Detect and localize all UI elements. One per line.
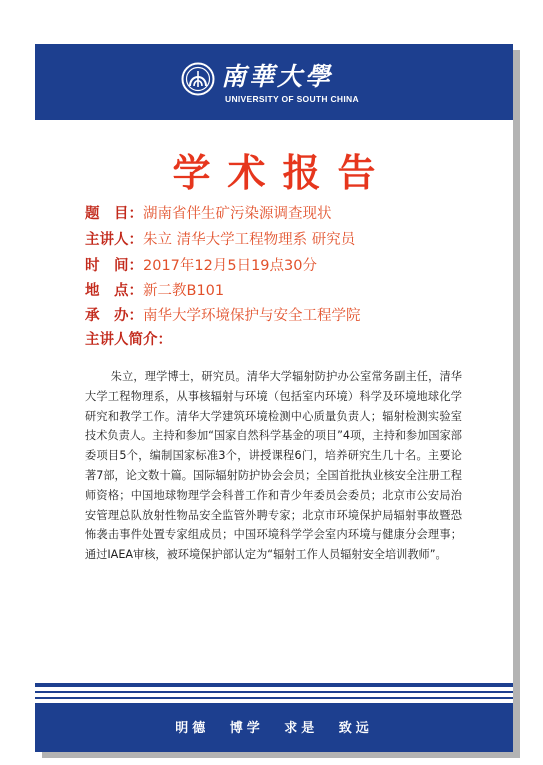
location-value: 新二教B101 (143, 283, 225, 299)
speaker-intro-heading: 主讲人简介： (85, 332, 172, 348)
university-name-chinese: 南華大學 (221, 62, 334, 91)
time-value: 2017年12月5日19点30分 (143, 258, 317, 274)
header-banner (35, 44, 513, 120)
speaker-row (85, 230, 355, 250)
footer-stripe (35, 683, 513, 687)
footer-stripe (35, 691, 513, 693)
time-row (85, 256, 317, 276)
footer-banner (35, 703, 513, 752)
topic-row (85, 204, 332, 224)
location-row (85, 281, 224, 301)
time-label: 时 间： (85, 258, 143, 274)
university-emblem-icon (181, 62, 215, 96)
organizer-value: 南华大学环境保护与安全工程学院 (143, 308, 361, 324)
university-name-english: UNIVERSITY OF SOUTH CHINA (225, 94, 359, 104)
organizer-label: 承 办： (85, 308, 143, 324)
speaker-value: 朱立 清华大学工程物理系 研究员 (143, 232, 356, 248)
university-motto: 明德 博学 求是 致远 (175, 721, 373, 736)
lecture-poster (35, 44, 513, 752)
poster-title: 学术报告 (172, 151, 393, 195)
footer-stripes (35, 683, 513, 703)
topic-label: 题 目： (85, 206, 143, 222)
speaker-label: 主讲人： (85, 232, 143, 248)
location-label: 地 点： (85, 283, 143, 299)
footer-stripe (35, 697, 513, 699)
organizer-row (85, 306, 361, 326)
speaker-biography: 朱立，理学博士，研究员。清华大学辐射防护办公室常务副主任，清华大学工程物理系，从事核辐射与环境（包括室内环境）科学及环境地球化学研究和教学工作。清华大学建筑环境检测中心质量负责人；辐射检测实验室技术负责人。主持和参加“国家自然科学基金的项目”4项，主持和参加国家部委项目5个，编制国家标准3个，讲授课程6门，培养研究生几十名。主要论著7部，论文数十篇。国际辐射防护协会会员；全国首批执业核安全注册工程师资格；中国地球物理学会科普工作和青少年委员会委员；北京市公安局治安管理总队放射性物品安全监管外聘专家；北京市环境保护局辐射事故暨恐怖袭击事件处置专家组成员；中国环境科学学会室内环境与健康分会理事；通过IAEA审核，被环境保护部认定为“辐射工作人员辐射安全培训教师”。 (85, 370, 462, 562)
topic-value: 湖南省伴生矿污染源调查现状 (143, 206, 332, 222)
